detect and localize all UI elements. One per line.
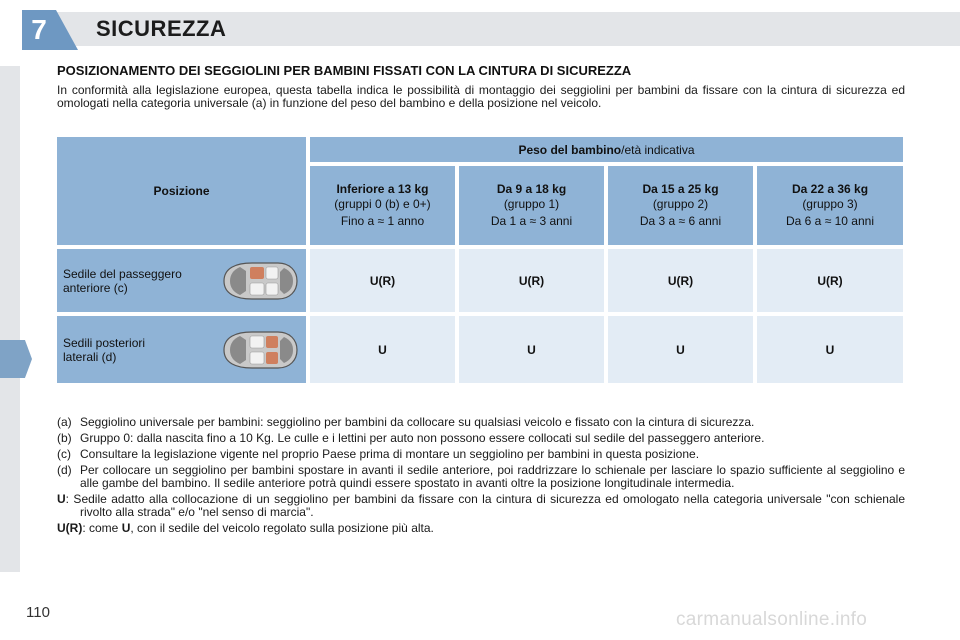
footnote-label: (a) [57,415,72,429]
footnote-text: Per collocare un seggiolino per bambini spostare in avanti il sedile anteriore, poi raddrizzare lo schienale per lasciare lo spazio sufficiente al seggiolino e alle gambe del bambino. Il sedile anteriore potrà quindi essere spostato in avanti oltre la posizione longitudinale intermedia. [80,463,905,490]
table-cell-value [608,249,753,312]
position-label-line1: Sedile del passeggero [63,266,182,281]
weight-group-header-rest: /età indicativa [621,142,695,157]
weight-column-header [757,166,903,245]
position-label-line2: anteriore (c) [63,280,128,295]
intro-paragraph: In conformità alla legislazione europea, questa tabella indica le possibilità di montaggio dei seggiolini per bambini da fissare con la cintura di sicurezza ed omologati nella categoria universale (a) in funzione del peso del bambino e della posizione nel veicolo. [57,83,905,110]
position-label-line1: Sedili posteriori [63,335,146,350]
legend-u [57,493,905,519]
weight-column-age: Da 6 a ≈ 10 anni [786,213,874,228]
position-label [63,336,145,364]
footnote-d [57,464,905,490]
car-rear-seat-diagram [218,328,300,372]
weight-column-header [608,166,753,245]
footnotes [57,416,905,538]
rating-value: U(R) [369,273,396,288]
footnote-label: (c) [57,447,71,461]
rating-value: U [378,342,387,357]
weight-column-group: (gruppi 0 (b) e 0+) [334,196,431,211]
footnote-c [57,448,905,461]
legend-ur-mid: : come [82,521,122,535]
table-cell-value [459,316,604,383]
footnote-label: (b) [57,431,72,445]
position-label [63,267,182,295]
weight-column-age: Da 3 a ≈ 6 anni [639,213,722,228]
legend-u-text: : Sedile adatto alla collocazione di un seggiolino per bambini da fissare con la cintura di sicurezza ed omologato nella categoria universale "con schienale rivolto alla strada" e/o "nel senso di marcia". [65,492,905,519]
chapter-side-tab[interactable] [0,340,32,378]
position-cell-front-passenger [57,249,306,312]
legend-u-label: U [57,492,66,506]
footnote-a [57,416,905,429]
position-header-cell [57,137,306,245]
rating-value: U [676,342,685,357]
rating-value: U [825,342,835,357]
side-strip [0,66,20,572]
weight-column-group: (gruppo 2) [652,196,709,211]
weight-column-title: Da 15 a 25 kg [642,181,719,196]
weight-column-group: (gruppo 3) [802,196,858,211]
footnote-text: Consultare la legislazione vigente nel proprio Paese prima di montare un seggiolino per bambini in questa posizione. [80,447,700,461]
weight-group-header [310,137,903,162]
table-cell-value [757,249,903,312]
page-number: 110 [26,604,50,621]
rating-value: U(R) [817,273,843,288]
footnote-text: Seggiolino universale per bambini: seggiolino per bambini da collocare su qualsiasi veicolo e fissato con la cintura di sicurezza. [80,415,755,429]
position-header-label: Posizione [153,184,210,198]
weight-column-group: (gruppo 1) [503,196,560,211]
legend-ur-label: U(R) [57,521,83,535]
rating-value: U(R) [667,273,694,288]
table-cell-value [459,249,604,312]
footnote-label: (d) [57,463,72,477]
table-cell-value [310,316,455,383]
position-label-line2: laterali (d) [63,349,117,364]
weight-column-age: Da 1 a ≈ 3 anni [490,213,573,228]
watermark: carmanualsonline.info [676,609,868,630]
legend-ur-u: U [121,521,131,535]
footnote-text: Gruppo 0: dalla nascita fino a 10 Kg. Le culle e i lettini per auto non possono essere collocati sul sedile del passeggero anteriore. [80,431,765,445]
weight-column-title: Da 9 a 18 kg [496,181,567,196]
weight-column-age: Fino a ≈ 1 anno [340,213,425,228]
legend-ur-rest: , con il sedile del veicolo regolato sulla posizione più alta. [130,521,434,535]
rating-value: U(R) [518,273,545,288]
weight-group-header-bold: Peso del bambino [518,142,622,157]
table-cell-value [608,316,753,383]
weight-column-title: Inferiore a 13 kg [336,181,429,196]
table-cell-value [757,316,903,383]
weight-column-header [310,166,455,245]
section-heading: POSIZIONAMENTO DEI SEGGIOLINI PER BAMBINI FISSATI CON LA CINTURA DI SICUREZZA [57,63,632,78]
table-cell-value [310,249,455,312]
position-cell-rear-side [57,316,306,383]
legend-ur [57,522,905,535]
rating-value: U [527,342,536,357]
page-title: SICUREZZA [96,16,227,41]
weight-column-title: Da 22 a 36 kg [791,181,869,196]
car-front-seat-diagram [218,259,300,303]
weight-column-header [459,166,604,245]
chapter-number-badge: 7 [22,10,56,50]
footnote-b [57,432,905,445]
